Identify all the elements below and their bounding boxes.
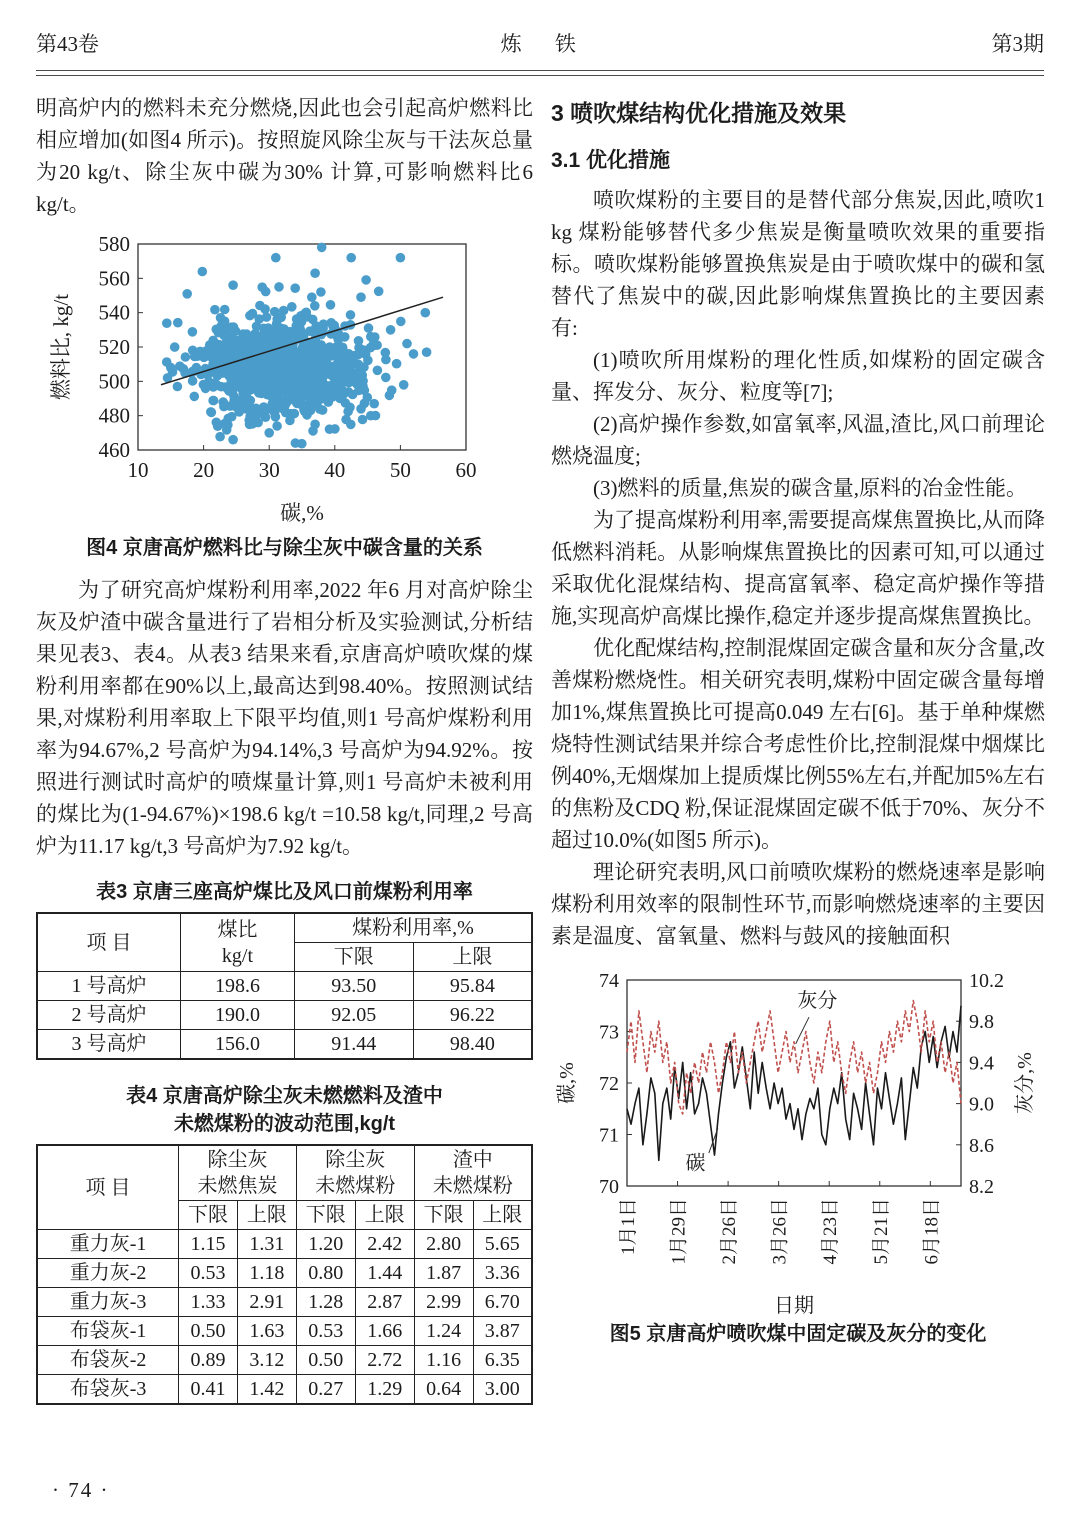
right-tick-label: 9.4 — [969, 1052, 994, 1075]
fig4-caption: 图4 京唐高炉燃料比与除尘灰中碳含量的关系 — [86, 537, 483, 559]
scatter-point — [338, 345, 348, 355]
scatter-point — [347, 352, 357, 362]
right-tick-label: 9.8 — [969, 1011, 994, 1034]
scatter-outlier-point — [291, 438, 301, 448]
table-header-cell — [181, 913, 295, 972]
scatter-point — [250, 361, 260, 371]
header-double-rule — [36, 70, 1044, 76]
scatter-point — [373, 366, 383, 376]
scatter-point — [327, 351, 337, 361]
x-tick-label: 1月29日 — [668, 1198, 690, 1265]
table-cell: 2 号高炉 — [37, 1001, 181, 1030]
scatter-point — [257, 282, 267, 292]
table-cell: 1.16 — [414, 1346, 473, 1375]
volume-label: 第43卷 — [36, 32, 99, 56]
table-header-cell — [296, 1145, 414, 1201]
scatter-point — [285, 390, 295, 400]
table-cell: 重力灰-2 — [37, 1259, 179, 1288]
table-cell: 2.42 — [355, 1230, 414, 1259]
table-cell: 0.50 — [296, 1346, 355, 1375]
scatter-point — [259, 355, 269, 365]
x-axis-title: 碳,% — [280, 501, 324, 525]
scatter-point — [330, 424, 340, 434]
scatter-point — [324, 397, 334, 407]
scatter-point — [294, 331, 304, 341]
scatter-point — [346, 310, 356, 320]
table-cell: 198.6 — [181, 972, 295, 1001]
left-axis-title: 碳,% — [556, 1062, 578, 1104]
table-row — [37, 1288, 532, 1317]
table-cell: 3.87 — [473, 1317, 532, 1346]
scatter-point — [245, 311, 255, 321]
scatter-point — [385, 391, 395, 401]
header-line: 煤比 — [217, 918, 258, 941]
table-cell: 1.44 — [355, 1259, 414, 1288]
scatter-point — [381, 373, 391, 383]
table-cell: 重力灰-3 — [37, 1288, 179, 1317]
table-header-cell: 项 目 — [37, 913, 181, 972]
table-header-cell: 上限 — [473, 1201, 532, 1230]
header-line: 除尘灰 — [207, 1149, 268, 1171]
y-axis-title: 燃料比, kg/t — [49, 293, 73, 401]
table3 — [36, 912, 533, 1060]
right-axis-title: 灰分,% — [1014, 1052, 1036, 1114]
table-cell: 2.91 — [237, 1288, 296, 1317]
x-axis-title: 日期 — [774, 1295, 814, 1317]
table-cell: 91.44 — [294, 1030, 413, 1060]
table-cell: 93.50 — [294, 972, 413, 1001]
table-cell: 3.00 — [473, 1375, 532, 1405]
scatter-point — [309, 389, 319, 399]
table-header-cell: 上限 — [413, 943, 532, 972]
scatter-point — [331, 368, 341, 378]
table-cell: 96.22 — [413, 1001, 532, 1030]
table-header-cell: 上限 — [237, 1201, 296, 1230]
header-line: 未燃煤粉 — [432, 1175, 513, 1197]
scatter-point — [192, 363, 202, 373]
header-line: 渣中 — [452, 1149, 493, 1171]
scatter-outlier-point — [307, 292, 317, 302]
scatter-point — [283, 362, 293, 372]
scatter-point — [254, 374, 264, 384]
table-cell: 1.87 — [414, 1259, 473, 1288]
table-header-cell: 上限 — [355, 1201, 414, 1230]
table-cell: 1.20 — [296, 1230, 355, 1259]
paragraph: 理论研究表明,风口前喷吹煤粉的燃烧速率是影响煤粉利用效率的限制性环节,而影响燃烧速率的主要因素是温度、富氧量、燃料与鼓风的接触面积 — [551, 860, 1045, 948]
header-line: kg/t — [221, 944, 254, 967]
scatter-outlier-point — [228, 435, 238, 445]
scatter-outlier-point — [310, 420, 320, 430]
scatter-point — [286, 376, 296, 386]
scatter-outlier-point — [346, 253, 356, 263]
left-tick-label: 73 — [599, 1021, 619, 1044]
x-tick-label: 30 — [258, 458, 280, 482]
scatter-point — [287, 302, 297, 312]
table-cell: 98.40 — [413, 1030, 532, 1060]
scatter-point — [268, 399, 278, 409]
fig4-chart — [36, 234, 533, 532]
scatter-point — [374, 287, 384, 297]
scatter-point — [272, 421, 282, 431]
right-tick-label: 8.2 — [969, 1176, 994, 1198]
scatter-point — [392, 359, 402, 369]
table-cell: 0.80 — [296, 1259, 355, 1288]
scatter-point — [212, 380, 222, 390]
table3-title: 表3 京唐三座高炉煤比及风口前煤粉利用率 — [96, 881, 473, 903]
scatter-point — [290, 283, 300, 293]
header-line: 除尘灰 — [325, 1149, 386, 1171]
scatter-point — [326, 300, 336, 310]
scatter-point — [286, 329, 296, 339]
paragraph: 明高炉内的燃料未充分燃烧,因此也会引起高炉燃料比相应增加(如图4 所示)。按照旋风除尘灰与干法灰总量为20 kg/t、除尘灰中碳为30% 计算,可影响燃料比6 kg/t。 — [36, 96, 533, 216]
table-row — [37, 1346, 532, 1375]
scatter-point — [251, 404, 261, 414]
table-cell: 0.27 — [296, 1375, 355, 1405]
table-cell: 5.65 — [473, 1230, 532, 1259]
right-tick-label: 8.6 — [969, 1134, 994, 1157]
scatter-point — [302, 368, 312, 378]
scatter-point — [237, 364, 247, 374]
table-cell: 156.0 — [181, 1030, 295, 1060]
x-tick-label: 3月26日 — [769, 1198, 791, 1265]
scatter-outlier-point — [274, 282, 284, 292]
scatter-point — [208, 396, 218, 406]
fig5-caption: 图5 京唐高炉喷吹煤中固定碳及灰分的变化 — [609, 1323, 987, 1345]
scatter-point — [252, 322, 262, 332]
scatter-point — [290, 409, 300, 419]
section-heading: 3 喷吹煤结构优化措施及效果 — [551, 100, 847, 126]
scatter-point — [330, 387, 340, 397]
table-cell: 2.72 — [355, 1346, 414, 1375]
scatter-point — [227, 347, 237, 357]
paragraph: 喷吹煤粉的主要目的是替代部分焦炭,因此,喷吹1 kg 煤粉能够替代多少焦炭是衡量喷吹效果的重要指标。喷吹煤粉能够置换焦炭是由于喷吹煤中的碳和氢替代了焦炭中的碳,因此影响煤焦置换比的主要因素有: — [551, 188, 1045, 340]
table-cell: 布袋灰-3 — [37, 1375, 179, 1405]
scatter-point — [328, 321, 338, 331]
header-line: 未燃煤粉 — [315, 1175, 396, 1197]
table-row — [37, 1145, 532, 1201]
left-tick-label: 72 — [599, 1073, 619, 1095]
y-tick-label: 540 — [98, 300, 130, 325]
scatter-point — [240, 382, 250, 392]
table-cell: 1.24 — [414, 1317, 473, 1346]
scatter-point — [210, 305, 220, 315]
right-column — [551, 92, 1045, 1348]
scatter-point — [207, 408, 217, 418]
scatter-outlier-point — [409, 349, 419, 359]
scatter-points — [162, 243, 432, 449]
table-cell: 190.0 — [181, 1001, 295, 1030]
table-cell: 1.33 — [179, 1288, 238, 1317]
x-tick-label: 40 — [324, 458, 346, 482]
table3-body — [37, 972, 532, 1060]
table-cell: 92.05 — [294, 1001, 413, 1030]
x-tick-label: 4月23日 — [820, 1198, 842, 1265]
table-row — [37, 1259, 532, 1288]
scatter-outlier-point — [396, 253, 406, 263]
table-header-cell: 下限 — [414, 1201, 473, 1230]
scatter-point — [195, 347, 205, 357]
scatter-point — [343, 407, 353, 417]
y-tick-label: 460 — [98, 438, 130, 462]
scatter-point — [223, 420, 233, 430]
scatter-point — [371, 411, 381, 421]
table-cell: 2.99 — [414, 1288, 473, 1317]
table-header-cell: 煤粉利用率,% — [294, 913, 532, 943]
table-row — [37, 913, 532, 943]
scatter-point — [188, 327, 198, 337]
scatter-point — [306, 356, 316, 366]
x-tick-label: 10 — [127, 458, 149, 482]
x-tick-label: 2月26日 — [719, 1198, 741, 1265]
scatter-outlier-point — [310, 268, 320, 278]
scatter-outlier-point — [245, 420, 255, 430]
table-cell: 3.12 — [237, 1346, 296, 1375]
table-cell: 0.89 — [179, 1346, 238, 1375]
scatter-point — [358, 376, 368, 386]
table-row — [37, 1375, 532, 1405]
table-cell: 1.28 — [296, 1288, 355, 1317]
scatter-point — [299, 382, 309, 392]
table-cell: 重力灰-1 — [37, 1230, 179, 1259]
table-row — [37, 1317, 532, 1346]
scatter-point — [316, 287, 326, 297]
scatter-point — [301, 308, 311, 318]
table4-header — [37, 1145, 532, 1230]
scatter-point — [219, 317, 229, 327]
table-cell: 3.36 — [473, 1259, 532, 1288]
table-header-cell: 下限 — [294, 943, 413, 972]
table-cell: 0.53 — [296, 1317, 355, 1346]
scatter-point — [319, 319, 329, 329]
scatter-point — [249, 338, 259, 348]
table-cell: 2.80 — [414, 1230, 473, 1259]
scatter-point — [199, 380, 209, 390]
scatter-point — [369, 341, 379, 351]
scatter-point — [261, 338, 271, 348]
x-tick-label: 6月18日 — [921, 1198, 943, 1265]
scatter-point — [315, 382, 325, 392]
scatter-outlier-point — [356, 404, 366, 414]
issue-label: 第3期 — [991, 32, 1044, 56]
scatter-point — [224, 367, 234, 377]
scatter-outlier-point — [271, 253, 281, 263]
table4-title-line2: 未燃煤粉的波动范围,kg/t — [173, 1113, 396, 1135]
table-header-cell: 下限 — [296, 1201, 355, 1230]
scatter-point — [242, 329, 252, 339]
scatter-point — [170, 342, 180, 352]
right-tick-label: 10.2 — [969, 970, 1004, 992]
x-tick-label: 20 — [193, 458, 215, 482]
x-tick-label: 50 — [389, 458, 411, 482]
scatter-point — [358, 415, 368, 425]
paragraph: 为了研究高炉煤粉利用率,2022 年6 月对高炉除尘灰及炉渣中碳含量进行了岩相分析及实验测试,分析结果见表3、表4。从表3 结果来看,京唐高炉喷吹煤的煤粉利用率都在90%以上,最高达到98.40%。按照测试结果,对煤粉利用率取上下限平均值,则1 号高炉煤粉利用率为94.67%,2 号高炉为94.14%,3 号高炉为94.92%。按照进行测试时高炉的喷煤量计算,则1 号高炉未被利用的煤比为(1-94.67%)×198.6 kg/t =10.58 kg/t,同理,2 号高炉为11.17 kg/t,3 号高炉为7.92 kg/t。 — [36, 578, 533, 858]
table-cell: 1.66 — [355, 1317, 414, 1346]
scatter-outlier-point — [402, 339, 412, 349]
scatter-point — [216, 368, 226, 378]
scatter-point — [344, 378, 354, 388]
scatter-point — [218, 354, 228, 364]
table-cell: 布袋灰-2 — [37, 1346, 179, 1375]
scatter-point — [218, 397, 228, 407]
left-tick-label: 70 — [599, 1176, 619, 1198]
table-row — [37, 1001, 532, 1030]
table-header-cell: 下限 — [179, 1201, 238, 1230]
table-cell: 1.15 — [179, 1230, 238, 1259]
scatter-point — [173, 318, 183, 328]
fig5-chart — [551, 968, 1045, 1318]
scatter-point — [310, 301, 320, 311]
page-header — [36, 28, 1044, 58]
table3-header — [37, 913, 532, 972]
paragraph: (3)燃料的质量,焦炭的碳含量,原料的冶金性能。 — [593, 476, 1027, 500]
table-cell: 1.63 — [237, 1317, 296, 1346]
table-cell: 3 号高炉 — [37, 1030, 181, 1060]
paragraph: (1)喷吹所用煤粉的理化性质,如煤粉的固定碳含量、挥发分、灰分、粒度等[7]; — [551, 348, 1045, 404]
table-row — [37, 1030, 532, 1060]
scatter-point — [273, 333, 283, 343]
scatter-point — [309, 347, 319, 357]
table-cell: 0.64 — [414, 1375, 473, 1405]
scatter-point — [292, 399, 302, 409]
y-tick-label: 480 — [98, 403, 130, 428]
scatter-outlier-point — [264, 428, 274, 438]
paragraph: 优化配煤结构,控制混煤固定碳含量和灰分含量,改善煤粉燃烧性。相关研究表明,煤粉中固定碳含量每增加1%,煤焦置换比可提高0.049 左右[6]。基于单种煤燃烧特性测试结果并综合考虑性价比,控制混煤中烟煤比例40%,无烟煤加上提质煤比例55%左右,并配加5%左右的焦粉及CDQ 粉,保证混煤固定碳不低于70%、灰分不超过10.0%(如图5 所示)。 — [551, 636, 1045, 852]
table-header-cell — [179, 1145, 297, 1201]
page-number: · 74 · — [52, 1478, 110, 1502]
scatter-point — [364, 323, 374, 333]
x-tick-label: 1月1日 — [618, 1198, 639, 1256]
table-cell: 95.84 — [413, 972, 532, 1001]
left-tick-label: 71 — [599, 1124, 619, 1147]
subsection-heading: 3.1 优化措施 — [551, 149, 671, 172]
scatter-point — [181, 352, 191, 362]
table4 — [36, 1144, 533, 1405]
scatter-outlier-point — [399, 380, 409, 390]
left-tick-label: 74 — [599, 970, 619, 992]
scatter-point — [221, 327, 231, 337]
scatter-point — [270, 307, 280, 317]
x-tick-label: 5月21日 — [870, 1198, 892, 1265]
table-cell: 1.42 — [237, 1375, 296, 1405]
scatter-outlier-point — [182, 289, 192, 299]
table-cell: 0.50 — [179, 1317, 238, 1346]
annotation-label: 灰分 — [797, 989, 838, 1012]
scatter-outlier-point — [317, 243, 327, 253]
scatter-point — [242, 396, 252, 406]
scatter-point — [352, 368, 362, 378]
scatter-outlier-point — [369, 399, 379, 409]
scatter-outlier-point — [356, 292, 366, 302]
x-tick-label: 60 — [455, 458, 477, 482]
scatter-point — [262, 312, 272, 322]
table-row — [37, 972, 532, 1001]
paragraph: 为了提高煤粉利用率,需要提高煤焦置换比,从而降低燃料消耗。从影响煤焦置换比的因素可知,可以通过采取优化混煤结构、提高富氧率、稳定高炉操作等措施,实现高炉高煤比操作,稳定并逐步提高煤焦置换比。 — [551, 508, 1045, 628]
scatter-outlier-point — [228, 280, 238, 290]
table4-body — [37, 1230, 532, 1405]
table-cell: 2.87 — [355, 1288, 414, 1317]
table-cell: 1.29 — [355, 1375, 414, 1405]
scatter-point — [190, 392, 200, 402]
table-cell: 0.41 — [179, 1375, 238, 1405]
fig4-figure — [36, 234, 533, 562]
table-row — [37, 1230, 532, 1259]
scatter-point — [162, 318, 172, 328]
y-tick-label: 500 — [98, 369, 130, 394]
left-column — [36, 92, 533, 1405]
scatter-point — [205, 340, 215, 350]
scatter-point — [262, 329, 272, 339]
scatter-point — [228, 388, 238, 398]
table4-title-line1: 表4 京唐高炉除尘灰未燃燃料及渣中 — [126, 1085, 443, 1107]
scatter-point — [312, 401, 322, 411]
table-cell: 6.70 — [473, 1288, 532, 1317]
scatter-point — [253, 418, 263, 428]
header-line: 未燃焦炭 — [197, 1175, 278, 1197]
scatter-outlier-point — [166, 363, 176, 373]
series-line-right — [627, 1001, 961, 1114]
table-header-cell: 项 目 — [37, 1145, 179, 1230]
table-cell: 1 号高炉 — [37, 972, 181, 1001]
y-tick-label: 560 — [98, 266, 130, 291]
scatter-point — [264, 384, 274, 394]
table-cell: 6.35 — [473, 1346, 532, 1375]
scatter-point — [341, 415, 351, 425]
scatter-point — [361, 275, 371, 285]
table4-title — [36, 1082, 533, 1138]
table-cell: 0.53 — [179, 1259, 238, 1288]
scatter-point — [267, 362, 277, 372]
paragraph: (2)高炉操作参数,如富氧率,风温,渣比,风口前理论燃烧温度; — [551, 412, 1045, 468]
right-tick-label: 9.0 — [969, 1093, 994, 1116]
scatter-point — [278, 404, 288, 414]
scatter-point — [234, 407, 244, 417]
table-cell: 1.18 — [237, 1259, 296, 1288]
table-header-cell — [414, 1145, 532, 1201]
journal-title: 炼 铁 — [500, 32, 590, 56]
scatter-outlier-point — [173, 382, 183, 392]
table-cell: 1.31 — [237, 1230, 296, 1259]
fig5-figure — [551, 968, 1045, 1348]
annotation-pointer-line — [796, 1017, 809, 1044]
scatter-point — [220, 305, 230, 315]
scatter-point — [381, 348, 391, 358]
annotation-label: 碳 — [685, 1152, 706, 1175]
scatter-point — [255, 301, 265, 311]
scatter-point — [396, 317, 406, 327]
y-tick-label: 520 — [98, 335, 130, 359]
scatter-outlier-point — [386, 325, 396, 335]
table-cell: 布袋灰-1 — [37, 1317, 179, 1346]
y-tick-label: 580 — [98, 234, 130, 256]
scatter-outlier-point — [422, 347, 432, 357]
scatter-outlier-point — [421, 308, 431, 318]
scatter-outlier-point — [198, 267, 208, 277]
